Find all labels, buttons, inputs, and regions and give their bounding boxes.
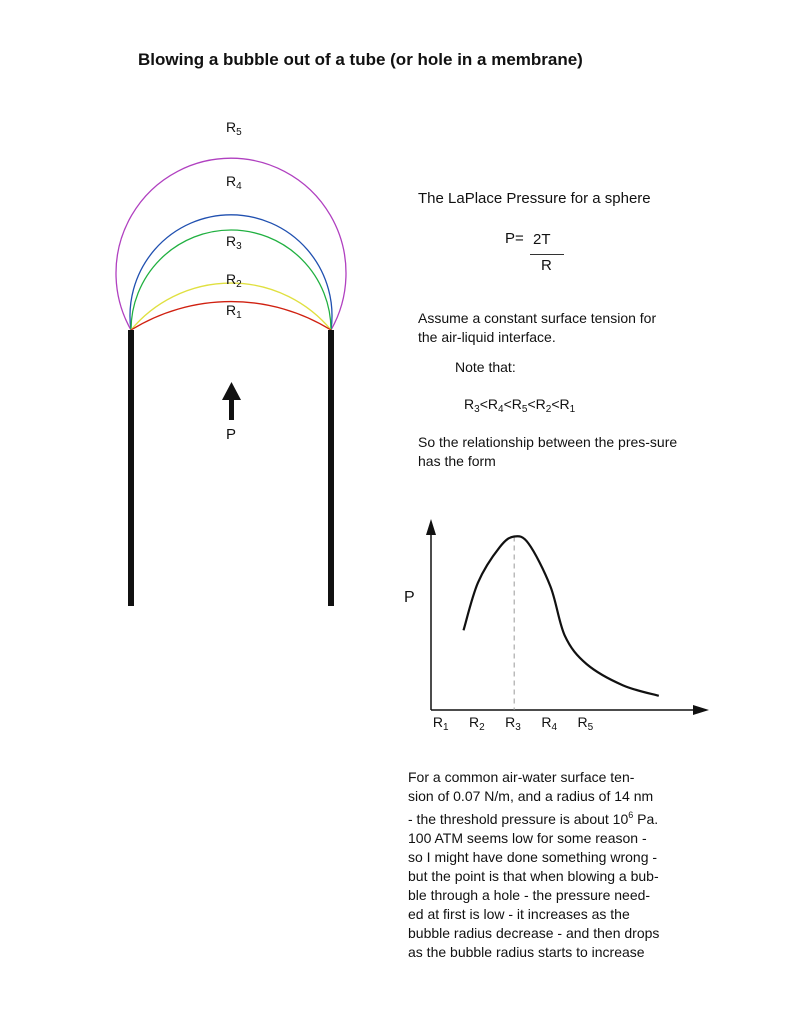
radius-label-r3: $R_3$ xyxy=(226,233,242,252)
conclusion-line: sion of 0.07 N/m, and a radius of 14 nm xyxy=(408,788,654,804)
pressure-arrow-label: P xyxy=(226,426,237,443)
chart-x-tick-r5: $R_5$ xyxy=(577,714,594,733)
conclusion-line: - the threshold pressure is about $10^6$ Pa. xyxy=(408,810,659,827)
chart-y-axis-arrow xyxy=(426,519,436,535)
conclusion-line: For a common air-water surface ten- xyxy=(408,769,635,785)
note-label: Note that: xyxy=(455,359,516,375)
chart-x-tick-r1: $R_1$ xyxy=(432,714,449,733)
exponent: 6 xyxy=(628,810,634,820)
chart-y-axis-label: P xyxy=(404,589,415,606)
tube-wall-left xyxy=(128,330,134,606)
relationship-text: So the relationship between the pres-sure has the form xyxy=(418,434,678,469)
pressure-arrow-shaft xyxy=(229,398,234,420)
radius-label-r2: $R_2$ xyxy=(226,271,242,290)
formula-denominator: R xyxy=(541,257,552,274)
formula-fraction-bar xyxy=(530,254,564,255)
chart-x-axis-arrow xyxy=(693,705,709,715)
chart-x-tick-r4: $R_4$ xyxy=(541,714,558,733)
conclusion-line: as the bubble radius starts to increase xyxy=(408,944,645,960)
formula-lhs: P= xyxy=(505,230,524,247)
pressure-arrow-head xyxy=(222,382,241,400)
chart-x-tick-r2: $R_2$ xyxy=(469,714,485,733)
formula-numerator: 2T xyxy=(533,231,551,248)
conclusion-line: ble through a hole - the pressure need- xyxy=(408,887,651,903)
conclusion-line: ed at first is low - it increases as the xyxy=(408,906,630,922)
radius-label-r5: $R_5$ xyxy=(226,119,242,138)
page-title: Blowing a bubble out of a tube (or hole in a membrane) xyxy=(138,50,583,69)
laplace-heading: The LaPlace Pressure for a sphere xyxy=(418,190,651,207)
radius-label-r1: $R_1$ xyxy=(226,302,242,321)
conclusion-line: 100 ATM seems low for some reason - xyxy=(408,830,647,846)
conclusion-text xyxy=(408,768,708,962)
chart-pressure-curve xyxy=(464,536,659,696)
tube-wall-right xyxy=(328,330,334,606)
chart-x-tick-r3: $R_3$ xyxy=(505,714,521,733)
assumption-text: Assume a constant surface tension for the air-liquid interface. xyxy=(418,310,657,345)
radius-label-r4: $R_4$ xyxy=(226,173,242,192)
conclusion-line: bubble radius decrease - and then drops xyxy=(408,925,660,941)
conclusion-line: so I might have done something wrong - xyxy=(408,849,658,865)
conclusion-line: but the point is that when blowing a bub- xyxy=(408,868,659,884)
radius-inequality: $R_3<R_4<R_5<R_2<R_1$ xyxy=(464,396,576,415)
pressure-radius-chart xyxy=(395,515,715,730)
bubble-diagram xyxy=(0,0,400,640)
